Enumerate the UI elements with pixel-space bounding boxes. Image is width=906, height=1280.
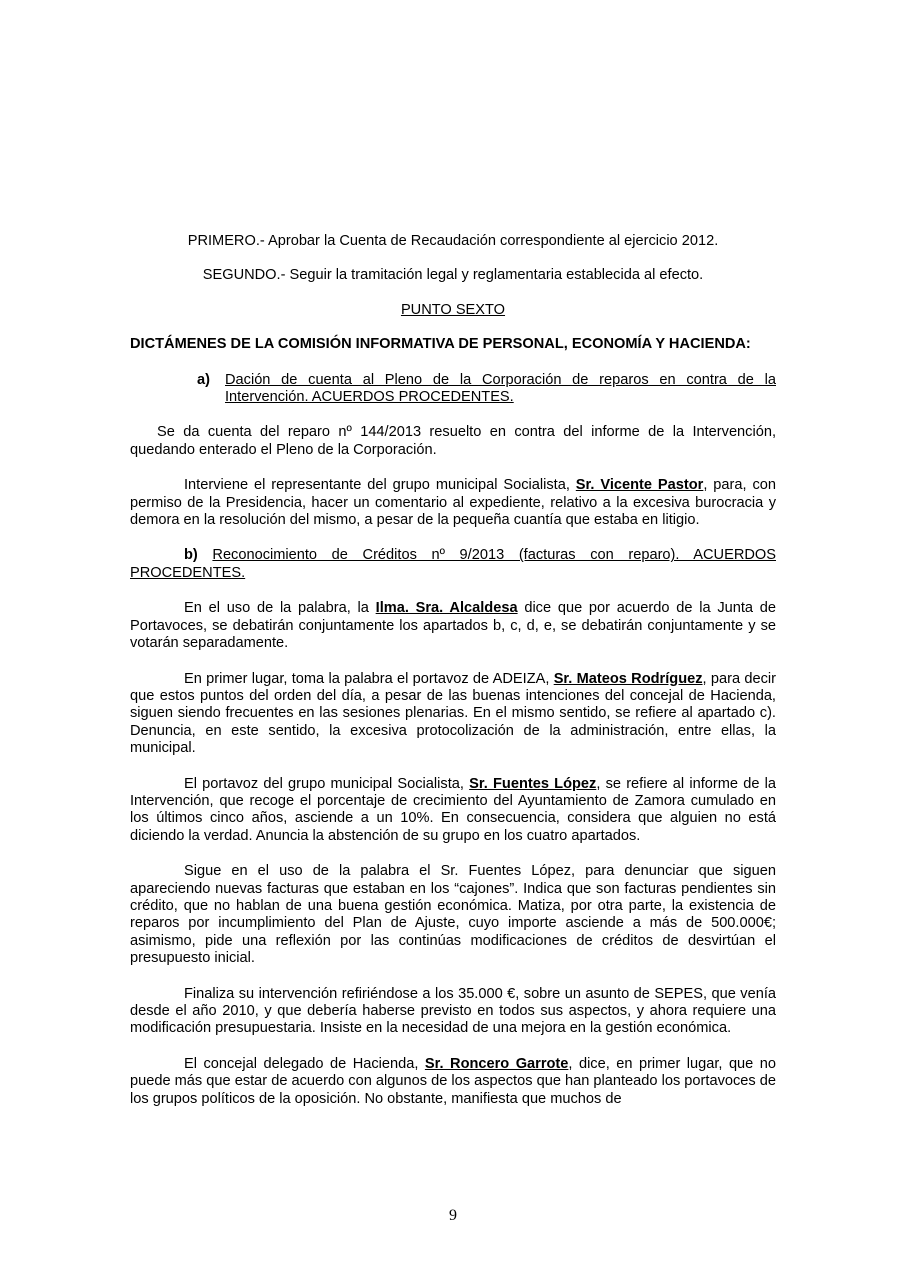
punto-sexto-heading: PUNTO SEXTO [400, 301, 506, 318]
paragraph-fuentes-lopez [130, 776, 776, 846]
paragraph-sepes: Finaliza su intervención refiriéndose a los 35.000 €, sobre un asunto de SEPES, que venía desde el año 2010, y que debería haberse previsto en todos sus aspectos, y ahora requiere una modificación presupuestaria. Insiste en la necesidad de una mejora en la gestión económica. [130, 985, 776, 1037]
section-title: DICTÁMENES DE LA COMISIÓN INFORMATIVA DE PERSONAL, ECONOMÍA Y HACIENDA: [130, 336, 751, 353]
paragraph-mateos-rodriguez [130, 671, 776, 758]
paragraph-reparo: Se da cuenta del reparo nº 144/2013 resuelto en contra del informe de la Intervención, quedando enterado el Pleno de la Corporación. [130, 424, 776, 458]
speaker-name: Sr. Roncero Garrote [424, 1055, 569, 1072]
paragraph-text: , para, con permiso de la Presidencia, hacer un comentario al expediente, relativo a la excesiva burocracia y demora en la resolución del mismo, a pesar de la pequeña cuantía que estaba en litigio. [130, 477, 776, 529]
resolution-primero: PRIMERO.- Aprobar la Cuenta de Recaudación correspondiente al ejercicio 2012. [187, 233, 719, 249]
item-b-label: b) [184, 547, 198, 564]
resolution-segundo: SEGUNDO.- Seguir la tramitación legal y reglamentaria establecida al efecto. [202, 267, 704, 284]
paragraph-text: El concejal delegado de Hacienda, [184, 1055, 425, 1072]
item-a-label: a) [197, 371, 210, 388]
item-a [130, 372, 776, 407]
paragraph-text: En primer lugar, toma la palabra el portavoz de ADEIZA, [184, 670, 554, 687]
document-body [130, 233, 776, 1108]
paragraph-vicente-pastor [130, 477, 776, 529]
paragraph-text: En el uso de la palabra, la [184, 600, 376, 617]
paragraph-roncero-garrote [130, 1056, 776, 1108]
paragraph-alcaldesa [130, 600, 776, 652]
item-b [130, 547, 776, 582]
speaker-name: Sr. Mateos Rodríguez [553, 670, 703, 687]
paragraph-text: dice que por acuerdo de la Junta de Portavoces, se debatirán conjuntamente los apartados b, c, d, e, se debatirán conjuntamente y se votarán separadamente. [130, 600, 776, 652]
paragraph-text: , se refiere al informe de la Intervención, que recoge el porcentaje de crecimiento del Ayuntamiento de Zamora cumulado en los últimos cinco años, asciende a un 10%. En consecuencia, considera que alguien no está diciendo la verdad. Anuncia la abstención de su grupo en los cuatro apartados. [130, 775, 776, 844]
paragraph-text: Interviene el representante del grupo municipal Socialista, [184, 477, 576, 494]
paragraph-facturas: Sigue en el uso de la palabra el Sr. Fuentes López, para denunciar que siguen apareciendo nuevas facturas que estaban en los “cajones”. Indica que son facturas pendientes sin crédito, que no hablan de una buena gestión económica. Matiza, por otra parte, la existencia de reparos por incumplimiento del Plan de Ajuste, cuyo importe asciende a más de 500.000€; asimismo, pide una reflexión por las continúas modificaciones de créditos de desvirtúan el presupuesto inicial. [130, 863, 776, 967]
paragraph-text: El portavoz del grupo municipal Socialista, [184, 775, 470, 792]
speaker-name: Sr. Vicente Pastor [575, 477, 704, 494]
speaker-name: Sr. Fuentes López [469, 775, 597, 792]
item-b-text: Reconocimiento de Créditos nº 9/2013 (facturas con reparo). ACUERDOS PROCEDENTES. [130, 547, 776, 581]
item-a-text: Dación de cuenta al Pleno de la Corporación de reparos en contra de la Intervención. ACUERDOS PROCEDENTES. [225, 371, 776, 406]
page-number: 9 [449, 1207, 457, 1224]
paragraph-text: , para decir que estos puntos del orden del día, a pesar de las buenas intenciones del concejal de Hacienda, siguen siendo frecuentes en las sesiones plenarias. En el mismo sentido, se refiere al apartado c). Denuncia, en este sentido, la excesiva protocolización de la administración, entre ellas, la municipal. [130, 670, 776, 757]
paragraph-text: , dice, en primer lugar, que no puede más que estar de acuerdo con algunos de los aspectos que han planteado los portavoces de los grupos políticos de la oposición. No obstante, manifiesta que muchos de [130, 1055, 776, 1107]
section-heading [130, 302, 776, 319]
speaker-name: Ilma. Sra. Alcaldesa [375, 600, 518, 617]
